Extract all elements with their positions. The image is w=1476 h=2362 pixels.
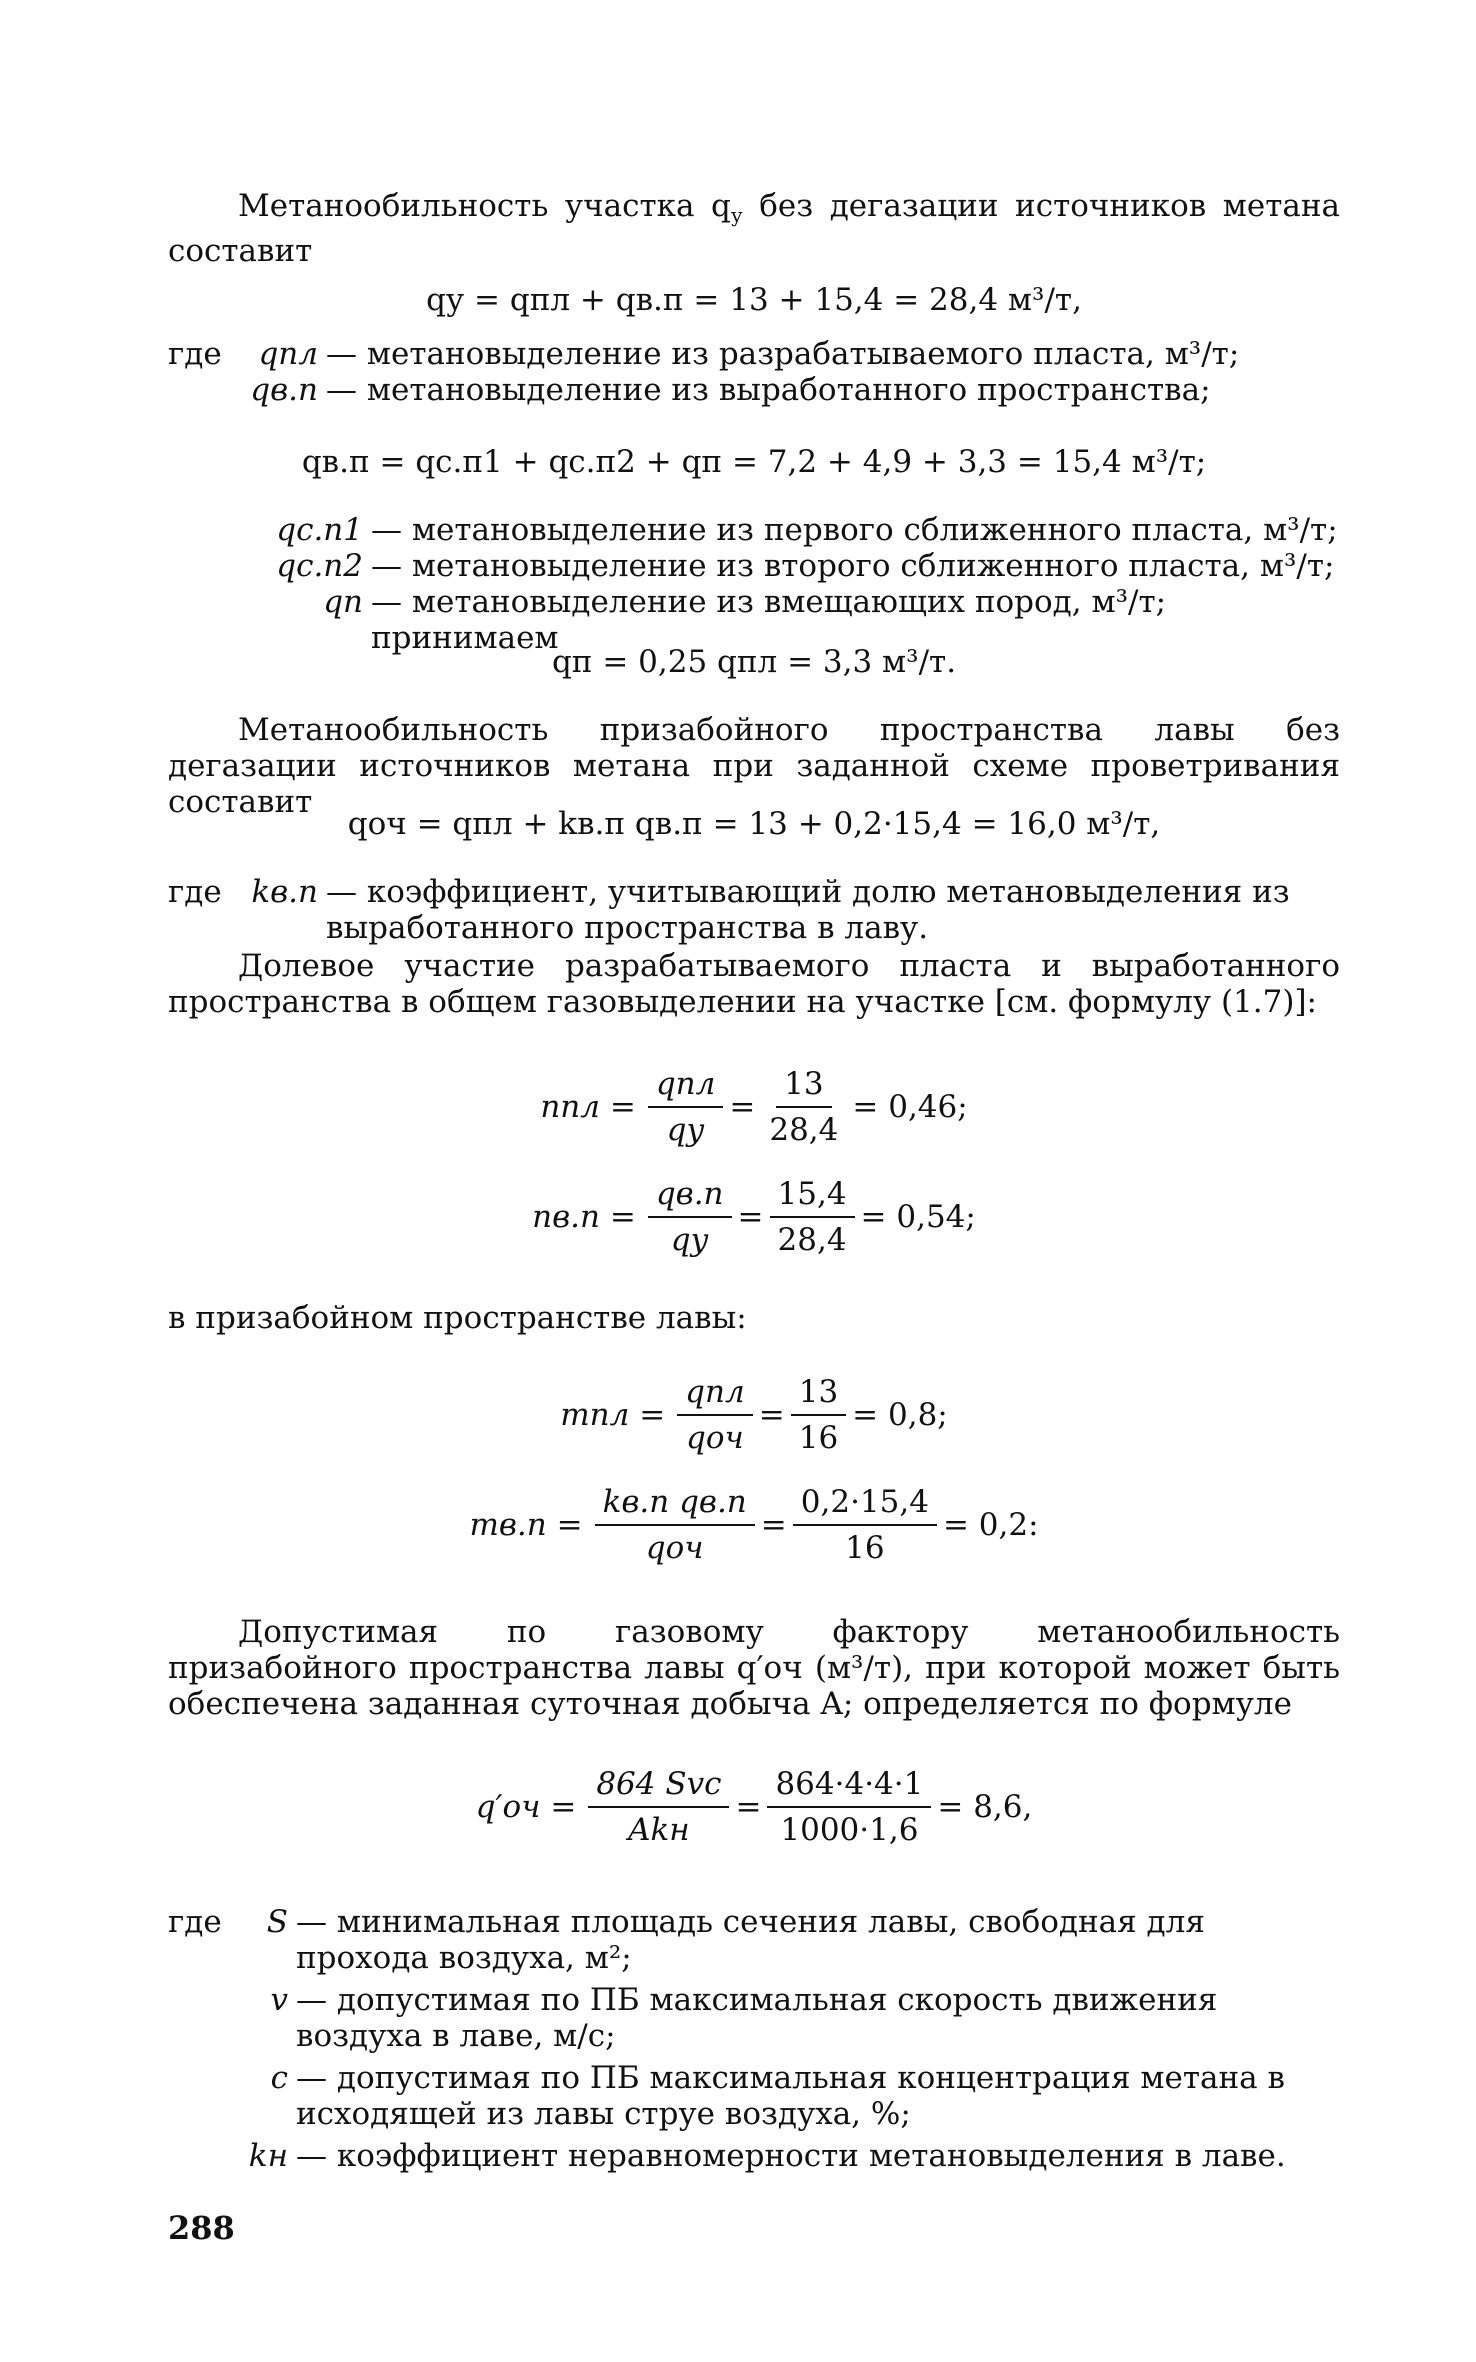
f2-result: = 0,54; — [860, 1199, 976, 1235]
f5-num-value: 864·4·4·1 — [767, 1766, 931, 1808]
fraction-mpl — [168, 1374, 1340, 1456]
def7-text: — минимальная площадь сечения лавы, свободная для прохода воздуха, м²; — [296, 1904, 1205, 1976]
def9-symbol: c — [270, 2060, 288, 2096]
def2-text: — метановыделение из выработанного пространства; — [326, 372, 1211, 408]
f1-lhs: nпл = — [540, 1089, 636, 1125]
f1-den-value: 28,4 — [769, 1112, 839, 1148]
f3-result: = 0,8; — [852, 1397, 948, 1433]
definition-S — [168, 1904, 1340, 1976]
paragraph-face-methane: Метанообильность призабойного пространства лавы без дегазации источников метана при заданной схеме проветривания составит — [168, 712, 1340, 820]
definition-v — [168, 1982, 1340, 2054]
definition-qsp2 — [168, 548, 1340, 584]
f2-fraction-symbolic — [648, 1176, 732, 1258]
f3-den-value: 16 — [798, 1420, 839, 1456]
f5-denominator: Akн — [628, 1812, 690, 1848]
f1-numerator: qпл — [648, 1066, 724, 1108]
f3-fraction-numeric — [791, 1374, 846, 1456]
equation-qy: qу = qпл + qв.п = 13 + 15,4 = 28,4 м³/т, — [426, 282, 1082, 318]
page-number: 288 — [168, 2209, 235, 2247]
f3-fraction-symbolic — [677, 1374, 753, 1456]
f4-numerator: kв.п qв.п — [595, 1484, 755, 1526]
def3-text: — метановыделение из первого сближенного пласта, м³/т; — [371, 512, 1338, 548]
fraction-qoch-prime — [168, 1766, 1340, 1848]
f1-fraction-symbolic — [648, 1066, 724, 1148]
f4-equals: = — [760, 1507, 787, 1543]
equation-qp: qп = 0,25 qпл = 3,3 м³/т. — [551, 644, 957, 680]
def6-lead: где — [168, 874, 222, 910]
definition-kn — [168, 2138, 1340, 2174]
f2-fraction-numeric — [770, 1176, 855, 1258]
f1-fraction-numeric — [761, 1066, 846, 1148]
p1-text: Метанообильность участка q — [238, 188, 731, 224]
f1-num-value: 13 — [776, 1066, 831, 1108]
f4-num-value: 0,2·15,4 — [793, 1484, 937, 1526]
f1-denominator: qу — [666, 1112, 705, 1148]
equation-qoch: qоч = qпл + kв.п qв.п = 13 + 0,2·15,4 = 16,0 м³/т, — [347, 806, 1161, 842]
def10-text: — коэффициент неравномерности метановыделения в лаве. — [296, 2138, 1286, 2174]
def10-symbol: kн — [248, 2138, 288, 2174]
f4-lhs: mв.п = — [469, 1507, 583, 1543]
definition-c — [168, 2060, 1340, 2132]
paragraph-face-share: в призабойном пространстве лавы: — [168, 1300, 747, 1336]
def5-symbol: qп — [323, 584, 363, 620]
f2-numerator: qв.п — [648, 1176, 732, 1218]
f5-equals: = — [735, 1789, 762, 1825]
equation-qvp: qв.п = qс.п1 + qс.п2 + qп = 7,2 + 4,9 + 3,3 = 15,4 м³/т; — [301, 444, 1207, 480]
f5-result: = 8,6, — [937, 1789, 1033, 1825]
fraction-mvp — [168, 1484, 1340, 1566]
definition-qvp — [168, 372, 1340, 408]
f4-result: = 0,2: — [942, 1507, 1039, 1543]
def7-lead: где — [168, 1904, 222, 1940]
f5-fraction-numeric — [767, 1766, 931, 1848]
paragraph-share: Долевое участие разрабатываемого пласта и выработанного пространства в общем газовыделении на участке [см. формулу (1.7)]: — [168, 948, 1340, 1020]
p1-rest-text: без дегазации источников метана составит — [168, 188, 1340, 269]
def5-text: — метановыделение из вмещающих пород, м³/т; принимаем — [371, 584, 1167, 656]
f4-denominator: qоч — [645, 1530, 704, 1566]
fraction-npl — [168, 1066, 1340, 1148]
paragraph-section-methane — [168, 188, 1340, 269]
fraction-nvp — [168, 1176, 1340, 1258]
f3-numerator: qпл — [677, 1374, 753, 1416]
f2-equals: = — [737, 1199, 764, 1235]
def9-text: — допустимая по ПБ максимальная концентрация метана в исходящей из лавы струе воздуха, %; — [296, 2060, 1285, 2132]
f2-denominator: qу — [670, 1222, 709, 1258]
def3-symbol: qс.п1 — [276, 512, 363, 548]
def4-text: — метановыделение из второго сближенного пласта, м³/т; — [371, 548, 1335, 584]
definition-qpl — [168, 336, 1340, 372]
f5-lhs: q′оч = — [475, 1789, 577, 1825]
f5-den-value: 1000·1,6 — [780, 1812, 919, 1848]
f4-fraction-symbolic — [595, 1484, 755, 1566]
f1-equals: = — [729, 1089, 756, 1125]
f5-fraction-symbolic — [588, 1766, 729, 1848]
def8-text: — допустимая по ПБ максимальная скорость движения воздуха в лаве, м/с; — [296, 1982, 1218, 2054]
f2-lhs: nв.п = — [532, 1199, 636, 1235]
def1-lead: где — [168, 336, 222, 372]
f3-num-value: 13 — [791, 1374, 846, 1416]
f3-denominator: qоч — [686, 1420, 744, 1456]
definition-kvp — [168, 874, 1340, 946]
def7-symbol: S — [266, 1904, 288, 1940]
f5-numerator: 864 Svc — [588, 1766, 729, 1808]
f2-den-value: 28,4 — [777, 1222, 847, 1258]
f2-num-value: 15,4 — [770, 1176, 855, 1218]
paragraph-allowable: Допустимая по газовому фактору метанообильность призабойного пространства лавы q′оч (м³/т), при которой может быть обеспечена заданная суточная добыча A; определяется по формуле — [168, 1614, 1340, 1722]
f4-den-value: 16 — [845, 1530, 885, 1566]
def6-symbol: kв.п — [251, 874, 318, 910]
def1-symbol: qпл — [258, 336, 318, 372]
f3-lhs: mпл = — [560, 1397, 666, 1433]
def4-symbol: qс.п2 — [276, 548, 363, 584]
def1-text: — метановыделение из разрабатываемого пласта, м³/т; — [326, 336, 1240, 372]
def2-lead-spacer — [168, 372, 228, 408]
def8-symbol: v — [270, 1982, 288, 2018]
definition-qsp1 — [168, 512, 1340, 548]
def6-text: — коэффициент, учитывающий долю метановыделения из выработанного пространства в лаву. — [326, 874, 1290, 946]
def2-symbol: qв.п — [250, 372, 318, 408]
f1-result: = 0,46; — [852, 1089, 968, 1125]
f4-fraction-numeric — [793, 1484, 937, 1566]
f3-equals: = — [758, 1397, 785, 1433]
p1-subscript: у — [730, 203, 743, 227]
